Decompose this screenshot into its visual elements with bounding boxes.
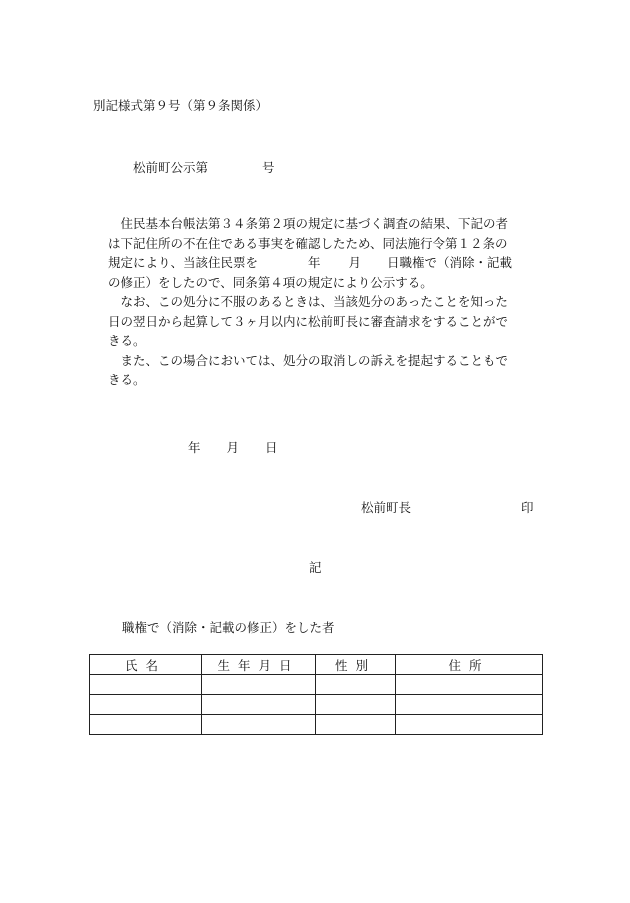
- person-table: [89, 654, 543, 735]
- date-line: [188, 438, 278, 456]
- notice-number-prefix: 松前町公示第: [133, 160, 209, 175]
- table-row: [90, 715, 543, 735]
- table-cell: [316, 695, 396, 715]
- body-line: 日の翌日から起算して３ヶ月以内に松前町長に審査請求をすることがで: [108, 313, 509, 329]
- ki-label: 記: [309, 560, 322, 575]
- body-year: 年: [308, 255, 321, 270]
- date-day: 日: [265, 440, 278, 455]
- notice-number-suffix: 号: [262, 160, 275, 175]
- body-line: きる。: [108, 372, 146, 387]
- table-header-row: [90, 655, 543, 675]
- body-line: なお、この処分に不服のあるときは、当該処分のあったことを知った: [120, 294, 508, 309]
- table-cell: [202, 715, 316, 735]
- body-line: は下記住所の不在住である事実を確認したため、同法施行令第１２条の: [108, 235, 508, 251]
- body-month: 月: [348, 255, 362, 270]
- body-line: 住民基本台帳法第３４条第２項の規定に基づく調査の結果、下記の者: [120, 216, 509, 231]
- header-gender: 性別: [316, 655, 396, 675]
- body-line: また、この場合においては、処分の取消しの訴えを提起することもで: [120, 352, 509, 368]
- body-line: 規定により、当該住民票を 年 月 日職権で（消除・記載: [108, 255, 513, 270]
- table-cell: [396, 715, 543, 735]
- table-cell: [202, 695, 316, 715]
- header-name: 氏名: [90, 655, 202, 675]
- table-cell: [90, 675, 202, 695]
- header-address: 住所: [396, 655, 543, 675]
- table-row: [90, 695, 543, 715]
- header-birthdate: 生年月日: [202, 655, 316, 675]
- body-text: [108, 214, 512, 390]
- table-cell: [316, 675, 396, 695]
- table-cell: [90, 695, 202, 715]
- date-month: 月: [226, 440, 240, 455]
- body-line: の修正）をしたので、同条第４項の規定により公示する。: [108, 274, 433, 290]
- form-label: 別記様式第９号（第９条関係）: [93, 98, 269, 113]
- date-year: 年: [188, 440, 201, 455]
- seal-label: 印: [521, 500, 534, 515]
- table-cell: [90, 715, 202, 735]
- table-cell: [396, 695, 543, 715]
- target-heading: 職権で（消除・記載の修正）をした者: [122, 620, 335, 635]
- mayor-label: 松前町長: [361, 500, 412, 515]
- table-cell: [396, 675, 543, 695]
- table-cell: [316, 715, 396, 735]
- body-line: きる。: [108, 333, 146, 348]
- table-row: [90, 675, 543, 695]
- table-cell: [202, 675, 316, 695]
- notice-number-line: [133, 158, 275, 176]
